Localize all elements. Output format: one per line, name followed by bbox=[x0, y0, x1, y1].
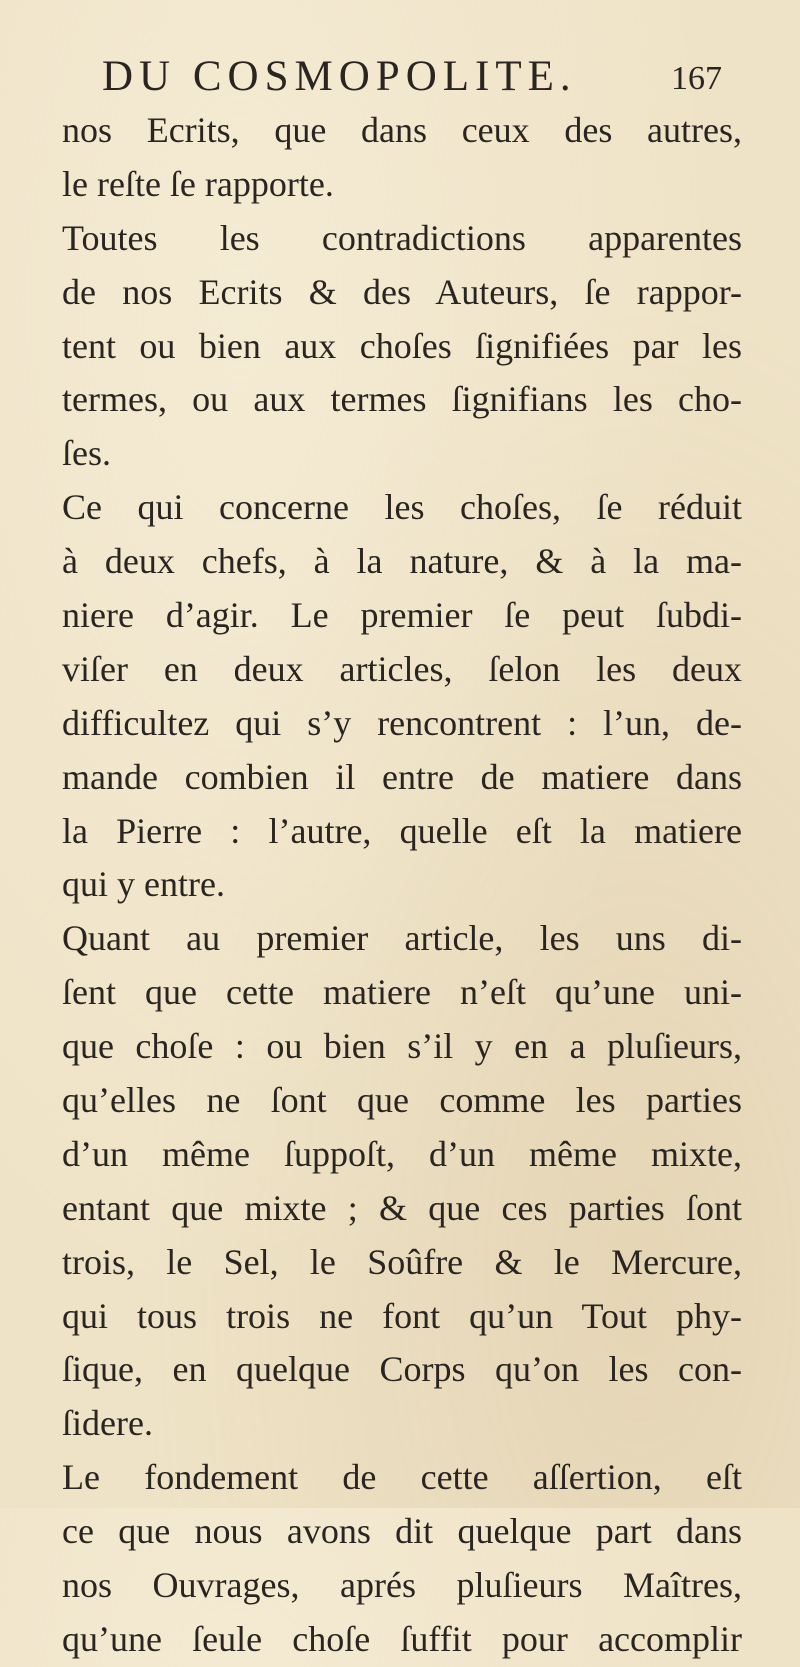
text-line: viſer en deux articles, ſelon les deux bbox=[62, 648, 742, 689]
text-line: difficultez qui s’y rencontrent : l’un, de- bbox=[62, 702, 742, 743]
page-header bbox=[62, 52, 722, 102]
text-line: le reſte ſe rapporte. bbox=[62, 163, 334, 204]
text-line: qu’une ſeule choſe ſuffit pour accomplir bbox=[62, 1618, 742, 1659]
text-line: trois, le Sel, le Soûfre & le Mercure, bbox=[62, 1241, 742, 1282]
text-line: ce que nous avons dit quelque part dans bbox=[62, 1511, 742, 1552]
text-line: niere d’agir. Le premier ſe peut ſubdi- bbox=[62, 595, 742, 636]
text-line: ſidere. bbox=[62, 1403, 153, 1444]
text-line: Toutes les contradictions apparentes bbox=[62, 217, 742, 258]
text-line: termes, ou aux termes ſignifians les cho- bbox=[62, 379, 742, 420]
text-line: à deux chefs, à la nature, & à la ma- bbox=[62, 541, 742, 582]
text-line: Le fondement de cette aſſertion, eſt bbox=[62, 1457, 742, 1498]
text-line: Quant au premier article, les uns di- bbox=[62, 918, 742, 959]
text-line: tent ou bien aux choſes ſignifiées par les bbox=[62, 325, 742, 366]
text-line: Ce qui concerne les choſes, ſe réduit bbox=[62, 487, 742, 528]
text-line: nos Ecrits, que dans ceux des autres, bbox=[62, 110, 742, 150]
text-line: que choſe : ou bien s’il y en a pluſieurs, bbox=[62, 1026, 742, 1067]
text-line: nos Ouvrages, aprés pluſieurs Maîtres, bbox=[62, 1565, 742, 1606]
text-line: ſes. bbox=[62, 433, 111, 474]
text-line: la Pierre : l’autre, quelle eſt la matiere bbox=[62, 810, 742, 851]
body-text bbox=[62, 104, 742, 1667]
text-line: qui y entre. bbox=[62, 864, 225, 905]
page-number: 167 bbox=[671, 60, 722, 97]
text-line: d’un même ſuppoſt, d’un même mixte, bbox=[62, 1133, 742, 1174]
text-line: mande combien il entre de matiere dans bbox=[62, 756, 742, 797]
text-line: qui tous trois ne font qu’un Tout phy- bbox=[62, 1295, 742, 1336]
text-line: ſique, en quelque Corps qu’on les con- bbox=[62, 1349, 742, 1390]
text-line: qu’elles ne ſont que comme les parties bbox=[62, 1080, 742, 1121]
running-title: DU COSMOPOLITE. bbox=[102, 53, 577, 100]
text-line: ſent que cette matiere n’eſt qu’une uni- bbox=[62, 972, 742, 1013]
text-line: entant que mixte ; & que ces parties ſont bbox=[62, 1187, 742, 1228]
text-line: de nos Ecrits & des Auteurs, ſe rappor- bbox=[62, 271, 742, 312]
